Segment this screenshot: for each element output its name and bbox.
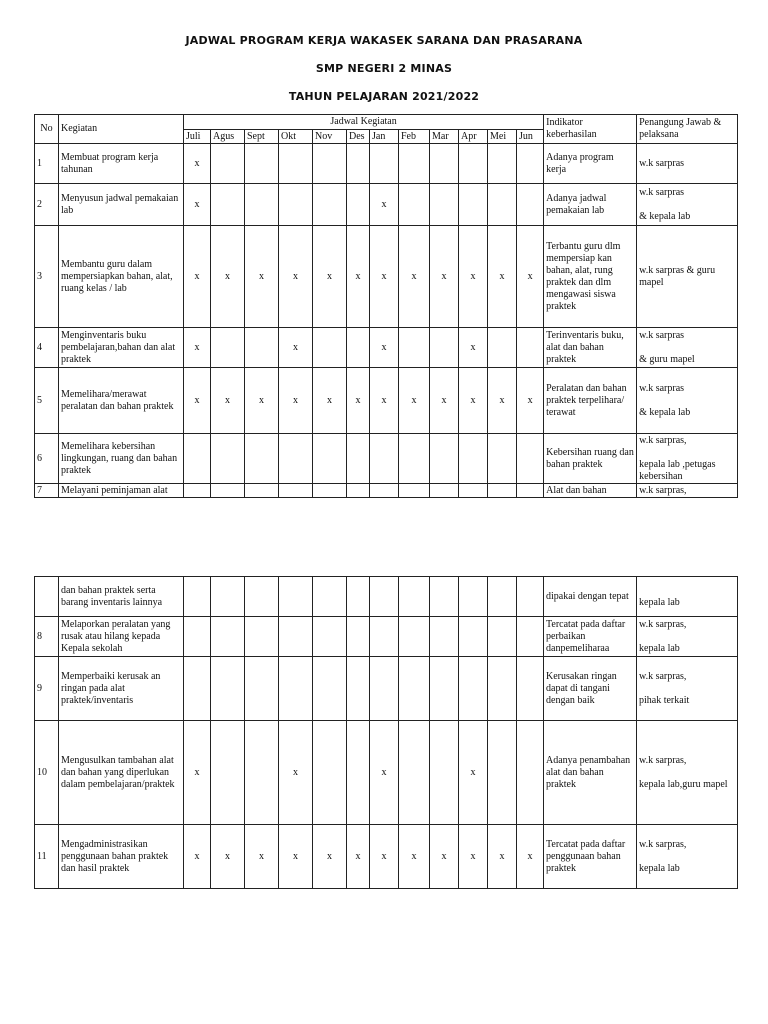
schedule-mark: x xyxy=(184,144,211,184)
schedule-mark: x xyxy=(313,368,347,434)
schedule-mark: x xyxy=(313,825,347,889)
schedule-mark xyxy=(279,484,313,498)
table-row xyxy=(35,328,738,368)
schedule-mark: x xyxy=(430,368,459,434)
header-month: Des xyxy=(347,130,370,144)
schedule-mark xyxy=(184,434,211,484)
activity-cell: Melaporkan peralatan yang rusak atau hilang kepada Kepala sekolah xyxy=(59,617,184,657)
schedule-mark xyxy=(399,617,430,657)
schedule-mark xyxy=(347,657,370,721)
table-row xyxy=(35,577,738,617)
row-number: 7 xyxy=(35,484,59,498)
schedule-mark xyxy=(399,434,430,484)
indicator-cell: Kebersihan ruang dan bahan praktek xyxy=(544,434,637,484)
schedule-mark xyxy=(430,144,459,184)
schedule-mark xyxy=(399,328,430,368)
schedule-mark xyxy=(430,617,459,657)
schedule-mark xyxy=(430,434,459,484)
schedule-table-page2 xyxy=(34,576,738,889)
schedule-mark xyxy=(279,577,313,617)
schedule-mark xyxy=(459,657,488,721)
header-month: Okt xyxy=(279,130,313,144)
indicator-cell: dipakai dengan tepat xyxy=(544,577,637,617)
schedule-mark xyxy=(347,577,370,617)
schedule-mark xyxy=(370,577,399,617)
responsible-cell: w.k sarpras & guru mapel xyxy=(637,328,738,368)
schedule-mark xyxy=(211,617,245,657)
responsible-cell: w.k sarpras, xyxy=(637,484,738,498)
activity-cell: Mengusulkan tambahan alat dan bahan yang diperlukan dalam pembelajaran/praktek xyxy=(59,721,184,825)
schedule-mark xyxy=(347,484,370,498)
schedule-mark xyxy=(459,144,488,184)
schedule-mark xyxy=(370,484,399,498)
activity-cell: Menginventaris buku pembelajaran,bahan dan alat praktek xyxy=(59,328,184,368)
schedule-mark: x xyxy=(370,184,399,226)
header-jadwal: Jadwal Kegiatan xyxy=(184,115,544,130)
schedule-mark: x xyxy=(211,368,245,434)
indicator-cell: Peralatan dan bahan praktek terpelihara/ terawat xyxy=(544,368,637,434)
table-row xyxy=(35,657,738,721)
schedule-mark: x xyxy=(399,825,430,889)
schedule-mark xyxy=(279,144,313,184)
schedule-mark xyxy=(211,184,245,226)
schedule-mark: x xyxy=(370,328,399,368)
row-number: 6 xyxy=(35,434,59,484)
schedule-mark xyxy=(399,721,430,825)
schedule-mark xyxy=(279,184,313,226)
activity-cell: Memelihara/merawat peralatan dan bahan praktek xyxy=(59,368,184,434)
schedule-mark xyxy=(313,577,347,617)
row-number: 4 xyxy=(35,328,59,368)
row-number: 1 xyxy=(35,144,59,184)
schedule-mark xyxy=(347,721,370,825)
responsible-cell: w.k sarpras, kepala lab xyxy=(637,617,738,657)
schedule-mark xyxy=(347,328,370,368)
schedule-mark xyxy=(279,617,313,657)
schedule-mark xyxy=(184,577,211,617)
schedule-mark: x xyxy=(347,825,370,889)
schedule-mark xyxy=(313,657,347,721)
indicator-cell: Terinventaris buku, alat dan bahan praktek xyxy=(544,328,637,368)
schedule-mark xyxy=(459,184,488,226)
responsible-cell: w.k sarpras, pihak terkait xyxy=(637,657,738,721)
activity-cell: Menyusun jadwal pemakaian lab xyxy=(59,184,184,226)
header-month: Apr xyxy=(459,130,488,144)
schedule-mark xyxy=(399,184,430,226)
schedule-mark: x xyxy=(488,825,517,889)
responsible-cell: w.k sarpras, kepala lab,guru mapel xyxy=(637,721,738,825)
activity-cell: Membuat program kerja tahunan xyxy=(59,144,184,184)
activity-cell: Memelihara kebersihan lingkungan, ruang dan bahan praktek xyxy=(59,434,184,484)
schedule-mark xyxy=(517,484,544,498)
schedule-mark xyxy=(245,617,279,657)
schedule-mark xyxy=(430,577,459,617)
schedule-mark xyxy=(347,184,370,226)
indicator-cell: Adanya jadwal pemakaian lab xyxy=(544,184,637,226)
table-row xyxy=(35,368,738,434)
schedule-mark xyxy=(347,144,370,184)
schedule-mark xyxy=(517,184,544,226)
row-number: 2 xyxy=(35,184,59,226)
schedule-mark xyxy=(430,721,459,825)
row-number: 9 xyxy=(35,657,59,721)
schedule-mark xyxy=(211,328,245,368)
schedule-mark: x xyxy=(517,368,544,434)
schedule-mark xyxy=(488,144,517,184)
header-month: Nov xyxy=(313,130,347,144)
schedule-mark: x xyxy=(279,368,313,434)
schedule-mark xyxy=(279,657,313,721)
schedule-mark: x xyxy=(459,825,488,889)
schedule-mark xyxy=(211,484,245,498)
schedule-mark: x xyxy=(459,721,488,825)
header-month: Jan xyxy=(370,130,399,144)
schedule-mark xyxy=(488,484,517,498)
schedule-mark xyxy=(211,657,245,721)
schedule-mark: x xyxy=(430,825,459,889)
schedule-mark xyxy=(459,434,488,484)
schedule-mark: x xyxy=(370,825,399,889)
schedule-mark xyxy=(488,577,517,617)
schedule-mark: x xyxy=(517,226,544,328)
schedule-table-page1 xyxy=(34,114,738,498)
schedule-mark xyxy=(517,617,544,657)
schedule-mark xyxy=(399,577,430,617)
row-number xyxy=(35,577,59,617)
schedule-mark: x xyxy=(184,184,211,226)
schedule-mark xyxy=(313,328,347,368)
schedule-mark xyxy=(370,434,399,484)
header-no: No xyxy=(35,115,59,144)
schedule-mark: x xyxy=(370,368,399,434)
schedule-mark: x xyxy=(279,825,313,889)
schedule-mark: x xyxy=(245,226,279,328)
schedule-mark xyxy=(184,617,211,657)
schedule-mark xyxy=(517,434,544,484)
schedule-mark xyxy=(430,657,459,721)
schedule-mark xyxy=(245,484,279,498)
schedule-mark: x xyxy=(245,825,279,889)
schedule-mark xyxy=(517,328,544,368)
schedule-mark: x xyxy=(399,368,430,434)
schedule-mark xyxy=(211,144,245,184)
indicator-cell: Terbantu guru dlm mempersiap kan bahan, alat, rung praktek dan dlm mengawasi siswa praktek xyxy=(544,226,637,328)
header-indikator: Indikator keberhasilan xyxy=(544,115,637,144)
schedule-mark: x xyxy=(245,368,279,434)
table-row xyxy=(35,825,738,889)
row-number: 10 xyxy=(35,721,59,825)
schedule-mark xyxy=(370,657,399,721)
header-month: Sept xyxy=(245,130,279,144)
schedule-mark xyxy=(488,184,517,226)
schedule-mark xyxy=(517,721,544,825)
activity-cell: dan bahan praktek serta barang inventaris lainnya xyxy=(59,577,184,617)
schedule-mark xyxy=(184,484,211,498)
schedule-mark xyxy=(245,721,279,825)
table-row xyxy=(35,434,738,484)
academic-year: TAHUN PELAJARAN 2021/2022 xyxy=(288,90,480,103)
schedule-mark xyxy=(430,184,459,226)
activity-cell: Mengadministrasikan penggunaan bahan praktek dan hasil praktek xyxy=(59,825,184,889)
table-row xyxy=(35,226,738,328)
activity-cell: Membantu guru dalam mempersiapkan bahan, alat, ruang kelas / lab xyxy=(59,226,184,328)
schedule-mark xyxy=(313,144,347,184)
responsible-cell: w.k sarpras, kepala lab ,petugas kebersihan xyxy=(637,434,738,484)
indicator-cell: Alat dan bahan xyxy=(544,484,637,498)
header-month: Juli xyxy=(184,130,211,144)
table-row xyxy=(35,184,738,226)
schedule-mark: x xyxy=(488,226,517,328)
schedule-mark xyxy=(245,577,279,617)
schedule-mark xyxy=(459,617,488,657)
responsible-cell: w.k sarpras & guru mapel xyxy=(637,226,738,328)
schedule-mark xyxy=(517,577,544,617)
schedule-mark xyxy=(245,657,279,721)
header-month: Jun xyxy=(517,130,544,144)
schedule-mark xyxy=(459,577,488,617)
schedule-mark xyxy=(211,721,245,825)
schedule-mark xyxy=(399,657,430,721)
schedule-mark: x xyxy=(184,721,211,825)
schedule-mark: x xyxy=(184,825,211,889)
schedule-mark xyxy=(245,328,279,368)
header-month: Agus xyxy=(211,130,245,144)
schedule-mark xyxy=(399,144,430,184)
responsible-cell: kepala lab xyxy=(637,577,738,617)
schedule-mark: x xyxy=(279,721,313,825)
schedule-mark: x xyxy=(184,226,211,328)
table-row xyxy=(35,617,738,657)
responsible-cell: w.k sarpras xyxy=(637,144,738,184)
activity-cell: Memperbaiki kerusak an ringan pada alat praktek/inventaris xyxy=(59,657,184,721)
row-number: 11 xyxy=(35,825,59,889)
schedule-mark xyxy=(347,434,370,484)
header-month: Feb xyxy=(399,130,430,144)
schedule-mark xyxy=(279,434,313,484)
schedule-mark xyxy=(488,721,517,825)
schedule-mark: x xyxy=(430,226,459,328)
indicator-cell: Kerusakan ringan dapat di tangani dengan baik xyxy=(544,657,637,721)
schedule-mark xyxy=(211,577,245,617)
indicator-cell: Tercatat pada daftar penggunaan bahan praktek xyxy=(544,825,637,889)
responsible-cell: w.k sarpras & kepala lab xyxy=(637,184,738,226)
schedule-mark: x xyxy=(459,226,488,328)
schedule-mark: x xyxy=(347,368,370,434)
schedule-mark xyxy=(313,184,347,226)
schedule-mark xyxy=(245,144,279,184)
schedule-mark xyxy=(488,617,517,657)
table-row xyxy=(35,144,738,184)
schedule-mark: x xyxy=(347,226,370,328)
header-penanggung-jawab: Penangung Jawab & pelaksana xyxy=(637,115,738,144)
row-number: 5 xyxy=(35,368,59,434)
schedule-mark: x xyxy=(488,368,517,434)
schedule-mark: x xyxy=(399,226,430,328)
activity-cell: Melayani peminjaman alat xyxy=(59,484,184,498)
schedule-mark: x xyxy=(370,721,399,825)
schedule-mark: x xyxy=(211,226,245,328)
schedule-mark: x xyxy=(184,368,211,434)
indicator-cell: Adanya program kerja xyxy=(544,144,637,184)
schedule-mark xyxy=(488,434,517,484)
schedule-mark: x xyxy=(313,226,347,328)
row-number: 8 xyxy=(35,617,59,657)
table-row xyxy=(35,721,738,825)
schedule-mark xyxy=(370,617,399,657)
schedule-mark xyxy=(245,434,279,484)
indicator-cell: Adanya penambahan alat dan bahan praktek xyxy=(544,721,637,825)
header-month: Mei xyxy=(488,130,517,144)
schedule-mark xyxy=(313,434,347,484)
schedule-mark xyxy=(313,721,347,825)
schedule-mark xyxy=(430,484,459,498)
schedule-mark: x xyxy=(459,368,488,434)
schedule-mark xyxy=(313,617,347,657)
schedule-mark: x xyxy=(517,825,544,889)
school-name: SMP NEGERI 2 MINAS xyxy=(315,62,453,75)
header-kegiatan: Kegiatan xyxy=(59,115,184,144)
schedule-mark: x xyxy=(279,328,313,368)
document-title: JADWAL PROGRAM KERJA WAKASEK SARANA DAN PRASARANA xyxy=(185,34,583,47)
schedule-mark xyxy=(488,328,517,368)
table-row xyxy=(35,484,738,498)
schedule-mark: x xyxy=(184,328,211,368)
schedule-mark xyxy=(245,184,279,226)
schedule-mark: x xyxy=(459,328,488,368)
schedule-mark xyxy=(184,657,211,721)
schedule-mark xyxy=(488,657,517,721)
indicator-cell: Tercatat pada daftar perbaikan danpemeliharaa xyxy=(544,617,637,657)
schedule-mark: x xyxy=(279,226,313,328)
header-month: Mar xyxy=(430,130,459,144)
schedule-mark xyxy=(313,484,347,498)
schedule-mark: x xyxy=(211,825,245,889)
schedule-mark xyxy=(459,484,488,498)
schedule-mark xyxy=(347,617,370,657)
schedule-mark xyxy=(211,434,245,484)
schedule-mark: x xyxy=(370,226,399,328)
schedule-mark xyxy=(399,484,430,498)
responsible-cell: w.k sarpras & kepala lab xyxy=(637,368,738,434)
schedule-mark xyxy=(370,144,399,184)
schedule-mark xyxy=(430,328,459,368)
responsible-cell: w.k sarpras, kepala lab xyxy=(637,825,738,889)
row-number: 3 xyxy=(35,226,59,328)
schedule-mark xyxy=(517,657,544,721)
schedule-mark xyxy=(517,144,544,184)
